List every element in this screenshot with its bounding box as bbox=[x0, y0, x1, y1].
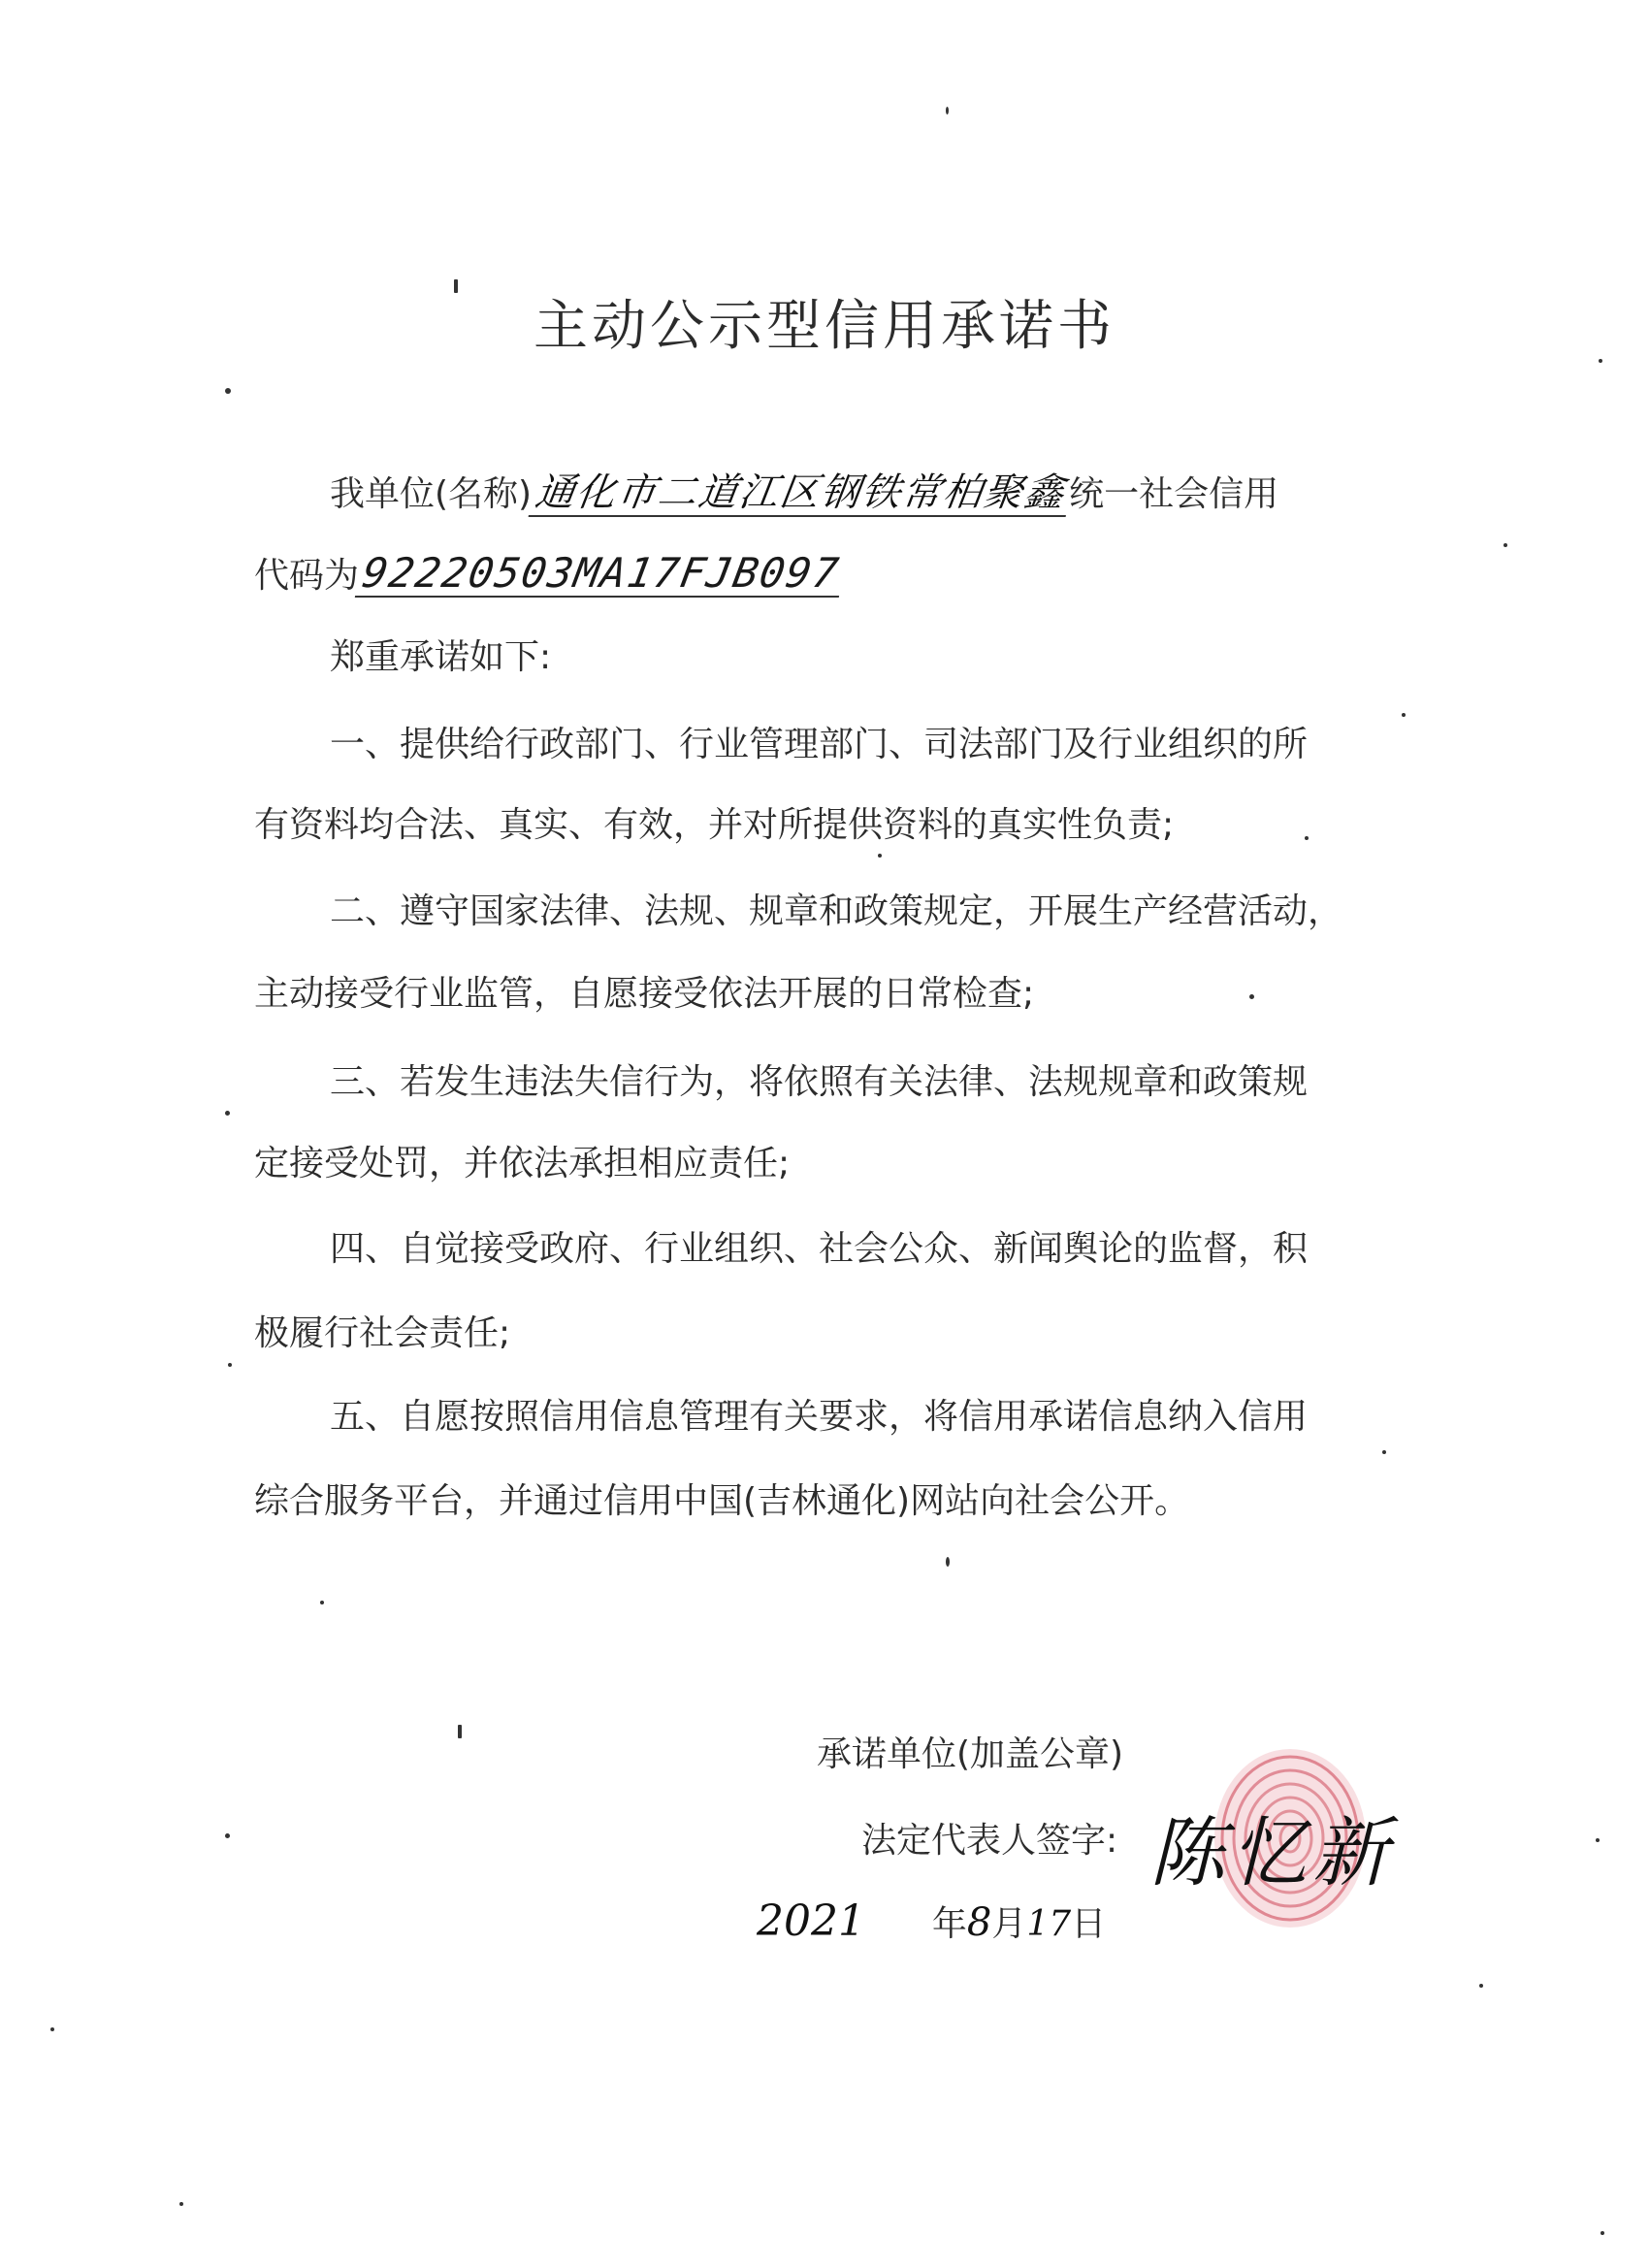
handwritten-unit-name: 通化市二道江区钢铁常柏聚鑫 bbox=[529, 470, 1073, 517]
handwritten-month: 8 bbox=[966, 1900, 992, 1945]
scan-speck bbox=[946, 107, 949, 114]
handwritten-signature: 陈忆新 bbox=[1149, 1810, 1395, 1897]
item-4-line-2: 极履行社会责任; bbox=[254, 1313, 511, 1353]
scan-speck bbox=[225, 1833, 230, 1838]
intro-line-2 bbox=[254, 551, 843, 599]
scan-speck bbox=[1402, 713, 1406, 717]
item-3-line-2: 定接受处罚，并依法承担相应责任; bbox=[254, 1144, 791, 1183]
scan-speck bbox=[1305, 836, 1309, 840]
handwritten-day: 17 bbox=[1026, 1904, 1072, 1944]
document-title: 主动公示型信用承诺书 bbox=[534, 295, 1116, 358]
scan-speck bbox=[225, 1111, 230, 1116]
intro-prefix: 我单位(名称) bbox=[330, 474, 533, 514]
commit-unit-label: 承诺单位(加盖公章) bbox=[817, 1734, 1124, 1774]
intro-line-1 bbox=[330, 470, 1278, 517]
item-5-line-2: 综合服务平台，并通过信用中国(吉林通化)网站向社会公开。 bbox=[254, 1481, 1190, 1521]
item-1-line-1: 一、提供给行政部门、行业管理部门、司法部门及行业组织的所 bbox=[330, 725, 1309, 764]
scan-speck bbox=[946, 1557, 950, 1567]
scan-speck bbox=[320, 1601, 324, 1604]
code-prefix: 代码为 bbox=[254, 556, 360, 596]
scan-speck bbox=[179, 2202, 183, 2206]
item-5-line-1: 五、自愿按照信用信息管理有关要求，将信用承诺信息纳入信用 bbox=[330, 1397, 1309, 1437]
scan-speck bbox=[1382, 1450, 1386, 1454]
item-2-line-1: 二、遵守国家法律、法规、规章和政策规定，开展生产经营活动， bbox=[330, 891, 1343, 931]
scan-speck bbox=[228, 1363, 232, 1367]
item-3-line-1: 三、若发生违法失信行为，将依照有关法律、法规规章和政策规 bbox=[330, 1062, 1309, 1102]
month-label: 月 bbox=[991, 1904, 1027, 1944]
item-4-line-1: 四、自觉接受政府、行业组织、社会公众、新闻舆论的监督，积 bbox=[330, 1229, 1309, 1269]
scan-speck bbox=[1249, 994, 1254, 999]
scan-speck bbox=[1504, 543, 1507, 547]
intro-suffix: 统一社会信用 bbox=[1069, 474, 1279, 514]
pledge-intro: 郑重承诺如下: bbox=[330, 637, 552, 677]
scan-speck bbox=[1596, 1838, 1600, 1842]
handwritten-year: 2021 bbox=[757, 1896, 865, 1946]
scan-speck bbox=[50, 2027, 54, 2031]
year-label: 年 bbox=[931, 1904, 967, 1944]
day-label: 日 bbox=[1071, 1904, 1107, 1944]
scan-speck bbox=[878, 854, 882, 858]
scan-speck bbox=[225, 388, 231, 394]
legal-rep-label: 法定代表人签字: bbox=[861, 1821, 1118, 1861]
scan-speck bbox=[458, 1725, 462, 1738]
item-1-line-2: 有资料均合法、真实、有效，并对所提供资料的真实性负责; bbox=[254, 805, 1175, 845]
scan-speck bbox=[1479, 1984, 1483, 1988]
scan-speck bbox=[1600, 2231, 1604, 2235]
item-2-line-2: 主动接受行业监管，自愿接受依法开展的日常检查; bbox=[254, 974, 1035, 1014]
date-line bbox=[757, 1896, 1107, 1947]
handwritten-credit-code: 92220503MA17FJB097 bbox=[355, 551, 848, 598]
